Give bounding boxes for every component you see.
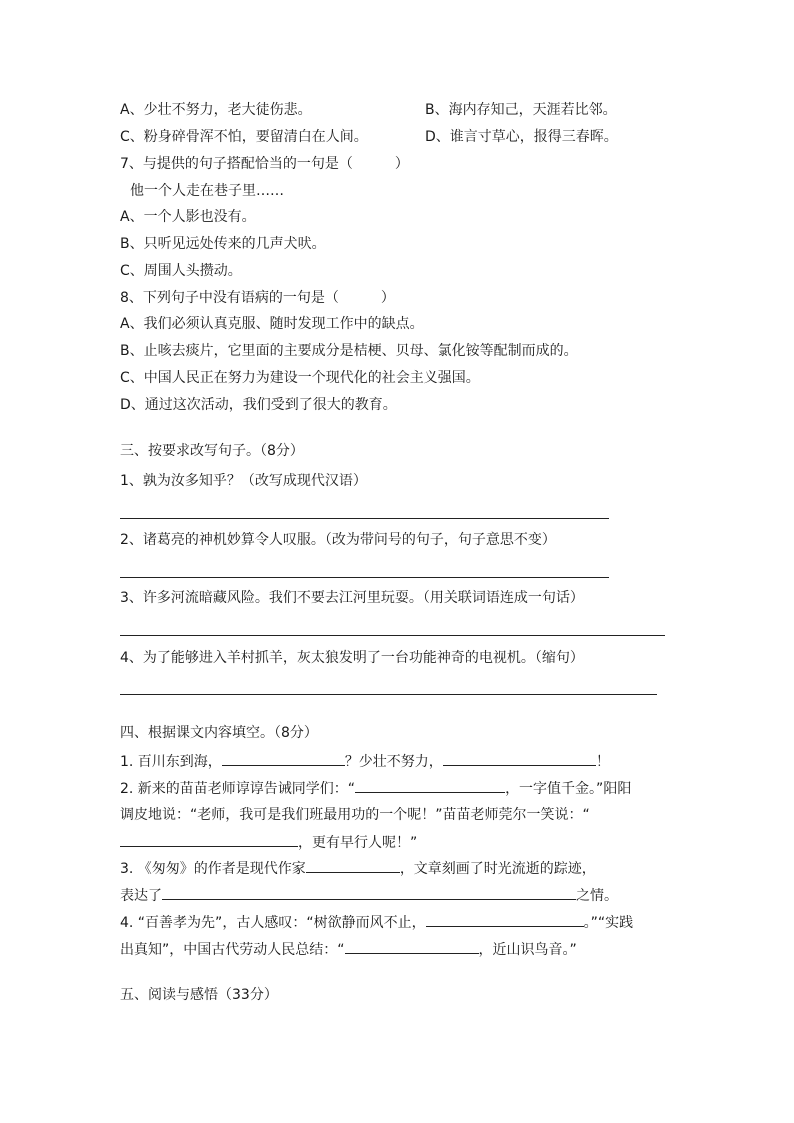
- answer-line-2[interactable]: [120, 577, 609, 578]
- sec3-question-4: 4、为了能够进入羊村抓羊，灰太狼发明了一台功能神奇的电视机。（缩句）: [120, 650, 584, 666]
- answer-line-1[interactable]: [120, 518, 609, 519]
- q6-option-c: C、粉身碎骨浑不怕，要留清白在人间。: [120, 129, 368, 145]
- fill-line-8: [120, 939, 577, 959]
- q7-option-c: C、周围人头攒动。: [120, 263, 242, 279]
- q6-option-b: B、海内存知己，天涯若比邻。: [425, 102, 617, 118]
- fill-text-1b: ？少壮不努力，: [344, 754, 443, 770]
- section-3-heading: 三、按要求改写句子。（8分）: [120, 443, 304, 459]
- fill-text-2a: 2. 新来的苗苗老师谆谆告诫同学们：“: [120, 781, 356, 797]
- fill-text-6b: 之情。: [576, 888, 618, 904]
- fill-line-3: 调皮地说：“老师，我可是我们班最用功的一个呢！”苗苗老师莞尔一笑说：“: [120, 807, 590, 823]
- fill-blank-2[interactable]: [355, 778, 505, 793]
- fill-text-7b: 。”“实践: [583, 915, 634, 931]
- fill-blank-proverb-1[interactable]: [426, 912, 584, 927]
- fill-line-7: [120, 912, 633, 932]
- section-5-heading: 五、阅读与感悟（33分）: [120, 987, 278, 1003]
- fill-text-5b: ，文章刻画了时光流逝的踪迹，: [399, 861, 596, 877]
- q8-option-d: D、通过这次活动，我们受到了很大的教育。: [120, 397, 397, 413]
- fill-text-7a: 4. “百善孝为先”，古人感叹：“树欲静而风不止，: [120, 915, 426, 931]
- q8-option-c: C、中国人民正在努力为建设一个现代化的社会主义强国。: [120, 370, 480, 386]
- fill-blank-1a[interactable]: [222, 751, 345, 766]
- fill-line-4: [120, 832, 417, 852]
- q8-option-b: B、止咳去痰片，它里面的主要成分是桔梗、贝母、氯化铵等配制而成的。: [120, 343, 578, 359]
- q6-option-a: A、少壮不努力，老大徒伤悲。: [120, 102, 312, 118]
- sec3-question-3: 3、许多河流暗藏风险。我们不要去江河里玩耍。（用关联词语连成一句话）: [120, 590, 584, 606]
- q7-stem: 7、与提供的句子搭配恰当的一句是（ ）: [120, 156, 409, 172]
- answer-line-3[interactable]: [120, 635, 665, 636]
- answer-line-4[interactable]: [120, 694, 657, 695]
- fill-line-1: [120, 751, 610, 771]
- fill-line-6: [120, 885, 618, 905]
- sec3-question-1: 1、孰为汝多知乎？（改写成现代汉语）: [120, 473, 367, 489]
- fill-text-1a: 1. 百川东到海，: [120, 754, 222, 770]
- fill-text-2b: ，一字值千金。”阳阳: [505, 781, 632, 797]
- fill-blank-author[interactable]: [306, 858, 400, 873]
- sec3-question-2: 2、诸葛亮的神机妙算令人叹服。（改为带问号的句子，句子意思不变）: [120, 532, 556, 548]
- fill-text-5a: 3. 《匆匆》的作者是现代作家: [120, 861, 306, 877]
- fill-line-5: [120, 858, 596, 878]
- fill-text-4: ，更有早行人呢！”: [298, 835, 418, 851]
- fill-blank-1b[interactable]: [443, 751, 596, 766]
- fill-text-8b: ，近山识鸟音。”: [478, 942, 577, 958]
- fill-text-8a: 出真知”，中国古代劳动人民总结：“: [120, 942, 345, 958]
- section-4-heading: 四、根据课文内容填空。（8分）: [120, 725, 318, 741]
- q7-given-sentence: 他一个人走在巷子里……: [130, 183, 284, 199]
- q7-option-a: A、一个人影也没有。: [120, 209, 256, 225]
- q8-option-a: A、我们必须认真克服、随时发现工作中的缺点。: [120, 316, 424, 332]
- fill-blank-3[interactable]: [120, 832, 298, 847]
- fill-text-6a: 表达了: [120, 888, 162, 904]
- q6-option-d: D、谁言寸草心，报得三春晖。: [425, 129, 618, 145]
- fill-blank-expression[interactable]: [162, 885, 576, 900]
- fill-blank-proverb-2[interactable]: [345, 939, 479, 954]
- fill-line-2: [120, 778, 631, 798]
- q8-stem: 8、下列句子中没有语病的一句是（ ）: [120, 290, 395, 306]
- fill-text-1c: ！: [595, 754, 610, 770]
- q7-option-b: B、只听见远处传来的几声犬吠。: [120, 236, 326, 252]
